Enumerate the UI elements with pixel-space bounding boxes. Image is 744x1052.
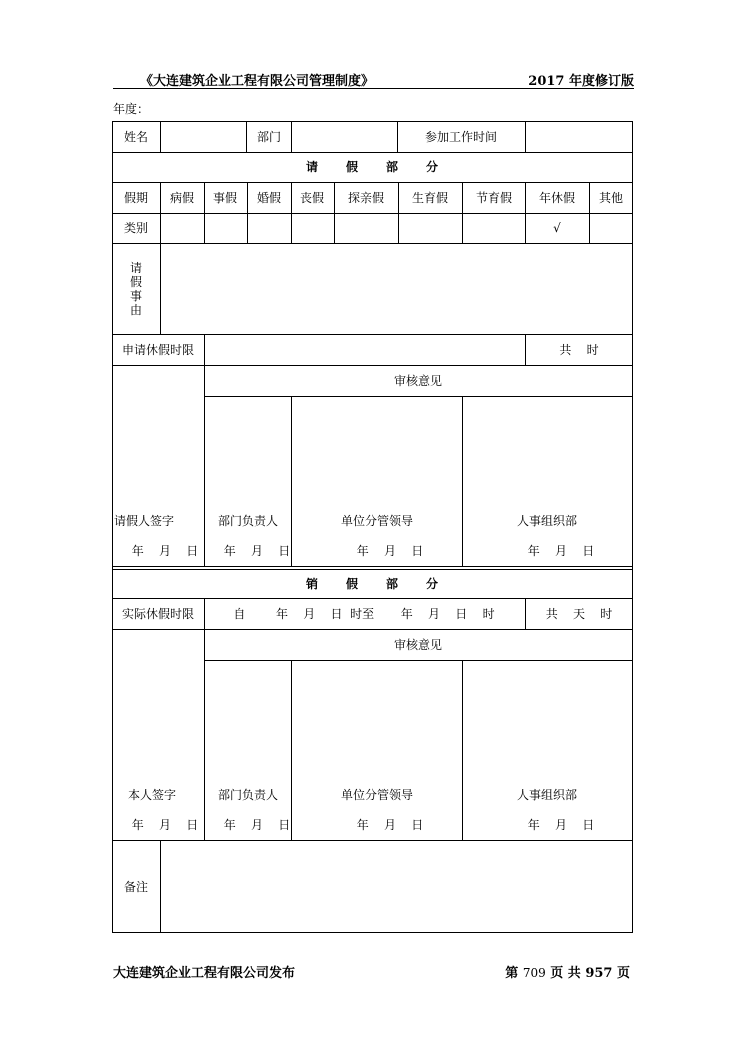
header-edition: 2017 年度修订版 [528,74,634,89]
reason-label: 请假事由 [129,261,142,317]
actual-period-label: 实际休假时限 [121,607,195,621]
name-label: 姓名 [123,130,149,144]
document-header [113,68,634,89]
leave-type-other: 其他 [598,191,624,205]
date-dept-head-2: 年 月 日 [223,818,291,832]
self-sign-label: 本人签字 [127,788,177,802]
leave-title-char-4: 分 [425,160,439,174]
date-unit-leader-2: 年 月 日 [356,818,424,832]
actual-period-value: 自 年 月 日 时至 年 月 日 时 [233,607,495,621]
leave-type-maternity: 生育假 [411,191,449,205]
date-self: 年 月 日 [131,818,199,832]
year-label: 年度： [113,102,150,116]
leave-form-table [112,121,633,933]
leave-title-char-1: 请 [305,160,319,174]
cancel-title-char-1: 销 [305,577,319,591]
dept-head-label-2: 部门负责人 [217,788,279,802]
leave-type-personal: 事假 [212,191,238,205]
leave-type-sick: 病假 [169,191,195,205]
date-dept-head-1: 年 月 日 [223,544,291,558]
work-start-label: 参加工作时间 [424,130,498,144]
leave-type-birth-control: 节育假 [475,191,513,205]
leave-title-char-3: 部 [385,160,399,174]
leave-type-annual: 年休假 [538,191,576,205]
date-applicant: 年 月 日 [131,544,199,558]
leave-title-char-2: 假 [345,160,359,174]
total-days: 共 天 时 [545,607,613,621]
date-unit-leader-1: 年 月 日 [356,544,424,558]
page-counter: 第 709 页 共 957 页 [505,966,630,981]
applicant-sign-label: 请假人签字 [114,514,175,528]
page-total: 957 [585,966,613,981]
unit-leader-label-1: 单位分管领导 [340,514,414,528]
apply-period-label: 申请休假时限 [121,343,195,357]
footer-publisher: 大连建筑企业工程有限公司发布 [113,966,296,981]
hr-dept-label-2: 人事组织部 [516,788,578,802]
leave-type-family-visit: 探亲假 [347,191,385,205]
remarks-label: 备注 [123,880,149,894]
header-title: 《大连建筑企业工程有限公司管理制度》 [140,74,375,89]
hr-dept-label-1: 人事组织部 [516,514,578,528]
leave-type-bereavement: 丧假 [299,191,325,205]
leave-type-label: 假期 [123,191,149,205]
date-hr-2: 年 月 日 [527,818,595,832]
cancel-title-char-3: 部 [385,577,399,591]
cancel-title-char-4: 分 [425,577,439,591]
review-label-2: 审核意见 [393,638,443,652]
total-hours: 共 时 [559,343,599,357]
leave-type-marriage: 婚假 [256,191,282,205]
date-hr-1: 年 月 日 [527,544,595,558]
cancel-title-char-2: 假 [345,577,359,591]
leave-category-label: 类别 [123,221,149,235]
annual-leave-checkmark: √ [553,221,561,235]
dept-label: 部门 [256,130,282,144]
unit-leader-label-2: 单位分管领导 [340,788,414,802]
review-label-1: 审核意见 [393,374,443,388]
page-current: 709 [522,966,546,980]
dept-head-label-1: 部门负责人 [217,514,279,528]
